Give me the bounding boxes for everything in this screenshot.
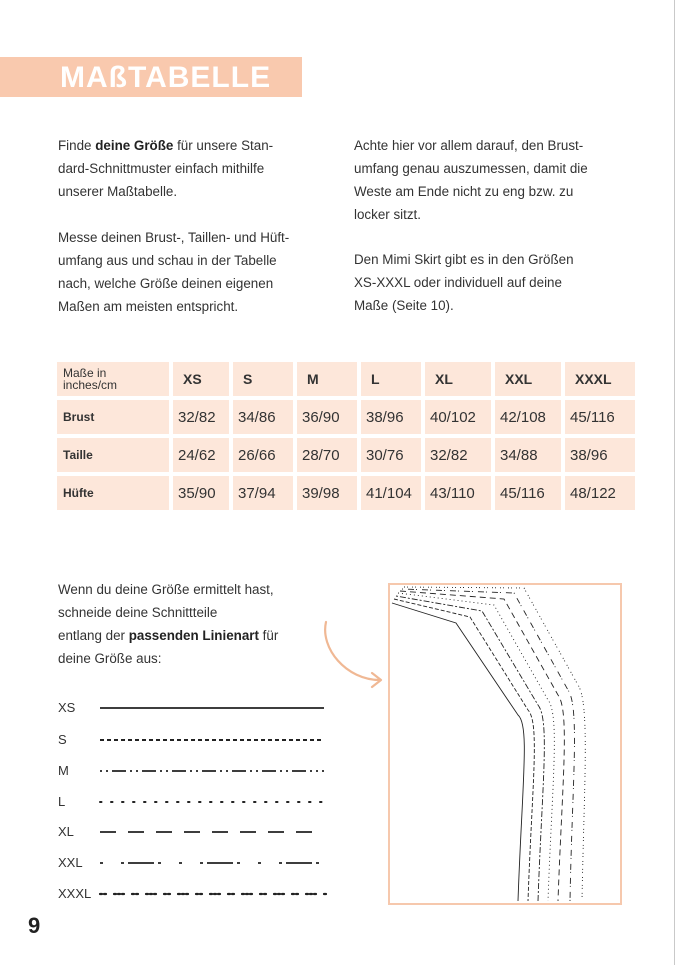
page-number: 9 xyxy=(28,913,41,938)
size-table xyxy=(57,362,647,514)
line-style-xxl xyxy=(96,857,336,869)
table-row xyxy=(57,400,647,434)
intro-text: Den Mimi Skirt gibt es in den Größen xyxy=(354,252,574,267)
table-header-size: L xyxy=(361,362,421,396)
cutting-text: schneide deine Schnittteile xyxy=(58,605,218,620)
table-cell: 39/98 xyxy=(297,476,357,510)
legend-label-xxl: XXL xyxy=(58,855,83,870)
legend-label-xl: XL xyxy=(58,824,74,839)
legend-label-s: S xyxy=(58,732,67,747)
cutting-text: Wenn du deine Größe ermittelt hast, xyxy=(58,582,274,597)
table-cell: 32/82 xyxy=(425,438,491,472)
table-header-size: M xyxy=(297,362,357,396)
intro-bold: deine Größe xyxy=(95,138,174,153)
intro-right-paragraph-2 xyxy=(354,248,574,317)
table-cell: 45/116 xyxy=(495,476,561,510)
page-title: MAßTABELLE xyxy=(60,61,272,94)
pattern-illustration xyxy=(388,583,622,905)
table-cell: 28/70 xyxy=(297,438,357,472)
table-cell: 38/96 xyxy=(565,438,635,472)
table-cell: 48/122 xyxy=(565,476,635,510)
page-edge-rule xyxy=(674,0,675,965)
intro-text: Messe deinen Brust-, Taillen- und Hüft- xyxy=(58,230,290,245)
legend-label-xs: XS xyxy=(58,700,76,715)
table-row-label: Hüfte xyxy=(57,476,169,510)
table-cell: 34/86 xyxy=(233,400,293,434)
legend-label-l: L xyxy=(58,794,66,809)
table-header-size: XXL xyxy=(495,362,561,396)
line-style-l xyxy=(96,796,336,808)
line-style-xl xyxy=(96,826,336,838)
pattern-lines-drawing xyxy=(390,585,620,903)
cutting-text: für xyxy=(258,628,279,643)
intro-text: für unsere Stan- xyxy=(173,138,274,153)
table-cell: 32/82 xyxy=(173,400,229,434)
intro-right-paragraph-1 xyxy=(354,134,588,226)
table-header-size: XS xyxy=(173,362,229,396)
line-style-m xyxy=(96,765,336,777)
table-cell: 24/62 xyxy=(173,438,229,472)
intro-text: XS-XXXL oder individuell auf deine xyxy=(354,275,562,290)
intro-text: Maßen am meisten entspricht. xyxy=(58,299,239,314)
table-row-label: Taille xyxy=(57,438,169,472)
intro-left-paragraph-1 xyxy=(58,134,273,203)
table-row-label: Brust xyxy=(57,400,169,434)
cutting-instructions xyxy=(58,578,278,670)
table-row xyxy=(57,476,647,510)
header-label-line: Maße in xyxy=(63,366,107,380)
intro-text: unserer Maßtabelle. xyxy=(58,184,178,199)
intro-text: Achte hier vor allem darauf, den Brust- xyxy=(354,138,584,153)
intro-text: locker sitzt. xyxy=(354,207,421,222)
table-cell: 40/102 xyxy=(425,400,491,434)
intro-text: umfang genau auszumessen, damit die xyxy=(354,161,588,176)
intro-text: Finde xyxy=(58,138,96,153)
table-cell: 42/108 xyxy=(495,400,561,434)
table-cell: 35/90 xyxy=(173,476,229,510)
table-header-row xyxy=(57,362,647,396)
table-header-size: XL xyxy=(425,362,491,396)
table-cell: 34/88 xyxy=(495,438,561,472)
table-header-label xyxy=(57,362,169,396)
table-cell: 37/94 xyxy=(233,476,293,510)
legend-label-m: M xyxy=(58,763,69,778)
legend-label-xxxl: XXXL xyxy=(58,886,92,901)
cutting-bold: passenden Linienart xyxy=(128,628,259,643)
intro-left-paragraph-2 xyxy=(58,226,289,318)
table-cell: 30/76 xyxy=(361,438,421,472)
intro-text: dard-Schnittmuster einfach mithilfe xyxy=(58,161,265,176)
line-style-xs xyxy=(96,702,336,714)
intro-text: nach, welche Größe deinen eigenen xyxy=(58,276,274,291)
line-style-s xyxy=(96,734,336,746)
intro-text: umfang aus und schau in der Tabelle xyxy=(58,253,277,268)
table-header-size: S xyxy=(233,362,293,396)
intro-text: Maße (Seite 10). xyxy=(354,298,454,313)
table-cell: 26/66 xyxy=(233,438,293,472)
table-cell: 43/110 xyxy=(425,476,491,510)
curved-arrow-icon xyxy=(318,618,390,690)
cutting-text: entlang der xyxy=(58,628,129,643)
table-cell: 41/104 xyxy=(361,476,421,510)
header-label-line: inches/cm xyxy=(63,378,118,392)
table-cell: 36/90 xyxy=(297,400,357,434)
line-style-xxxl xyxy=(96,888,336,900)
table-header-size: XXXL xyxy=(565,362,635,396)
cutting-text: deine Größe aus: xyxy=(58,651,162,666)
table-cell: 45/116 xyxy=(565,400,635,434)
intro-text: Weste am Ende nicht zu eng bzw. zu xyxy=(354,184,574,199)
table-cell: 38/96 xyxy=(361,400,421,434)
table-row xyxy=(57,438,647,472)
